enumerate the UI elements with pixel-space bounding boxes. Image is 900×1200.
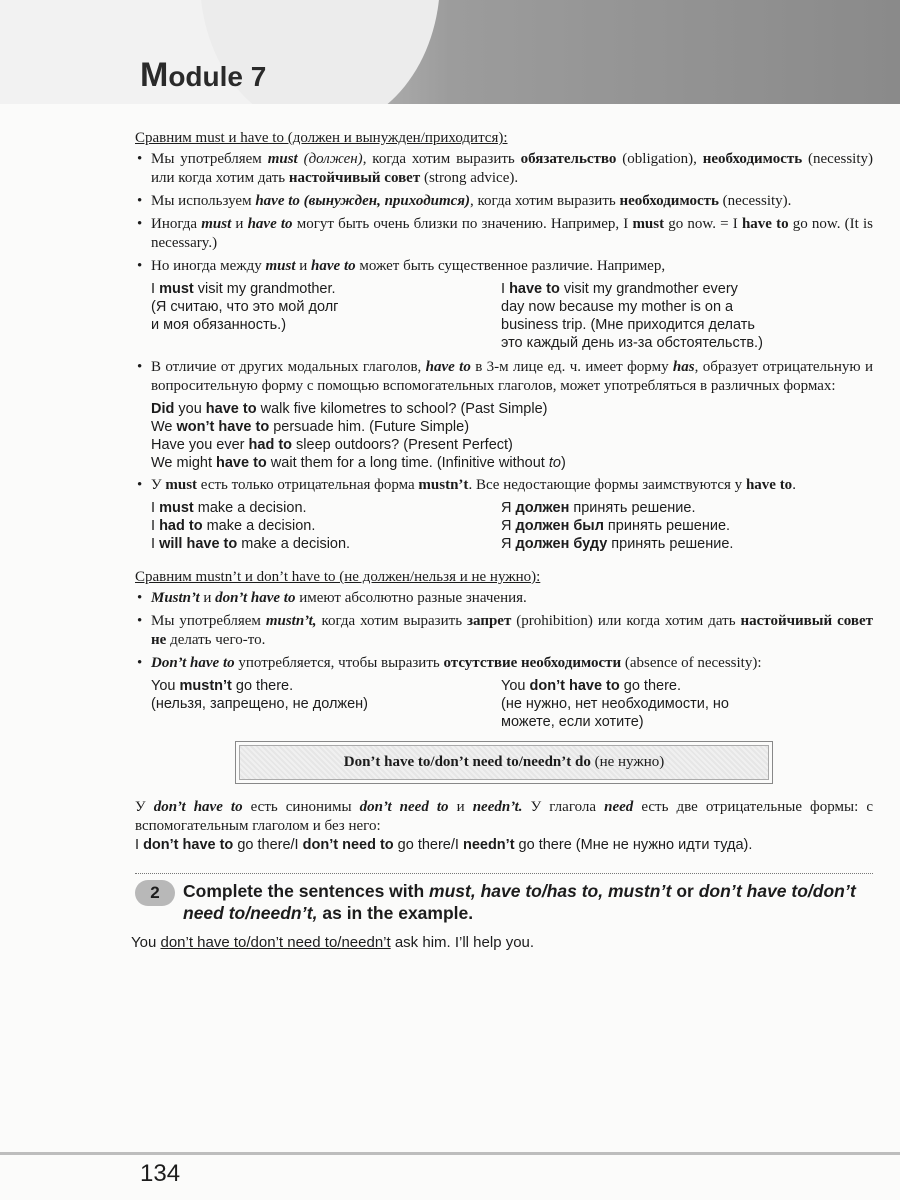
rule-box: Don’t have to/don’t need to/needn’t do (не нужно) bbox=[235, 741, 773, 784]
bullet-item: • Мы используем have to (вынужден, приходится), когда хотим выразить необходимость (necessity). bbox=[135, 192, 873, 211]
comparison-examples bbox=[135, 499, 873, 553]
page-number: 134 bbox=[140, 1160, 181, 1187]
section-title: Сравним must и have to (должен и вынужден/приходится): bbox=[135, 130, 508, 146]
example-line: Have you ever had to sleep outdoors? (Present Perfect) bbox=[151, 437, 513, 453]
module-title: Module 7 bbox=[140, 56, 267, 94]
example-line: Did you have to walk five kilometres to school? (Past Simple) bbox=[151, 401, 548, 417]
comparison-examples bbox=[135, 677, 873, 731]
bullet-item: • Мы употребляем mustn’t, когда хотим выразить запрет (prohibition) или когда хотим дать настойчивый совет не делать чего-то. bbox=[135, 612, 873, 650]
exercise-instructions: Complete the sentences with must, have to/has to, mustn’t or don’t have to/don’t need to/needn’t, as in the example. bbox=[183, 881, 856, 923]
footer-rule bbox=[0, 1152, 900, 1155]
example-column-right: Я должен принять решение. Я должен был принять решение. Я должен буду принять решение. bbox=[501, 500, 734, 552]
example-column-right: You don’t have to go there. (не нужно, нет необходимости, но можете, если хотите) bbox=[501, 678, 729, 730]
exercise-example: You don’t have to/don’t need to/needn’t ask him. I’ll help you. bbox=[131, 934, 535, 951]
example-line: We won’t have to persuade him. (Future Simple) bbox=[151, 419, 470, 435]
bullet-item: • Но иногда между must и have to может быть существенное различие. Например, bbox=[135, 257, 873, 276]
synonyms-example: I don’t have to go there/I don’t need to go there/I needn’t go there (Мне не нужно идти туда). bbox=[135, 837, 753, 853]
example-column-left: I must visit my grandmother. (Я считаю, что это мой долг и моя обязанность.) bbox=[151, 281, 339, 333]
exercise-number-badge: 2 bbox=[135, 880, 175, 906]
example-list bbox=[135, 400, 873, 472]
example-column-right: I have to visit my grandmother every day now because my mother is on a business trip. (Мне приходится делать это каждый день из-за обстоятельств.) bbox=[501, 281, 763, 351]
bullet-item: • Мы употребляем must (должен), когда хотим выразить обязательство (obligation), необходимость (necessity) или когда хотим дать настойчивый совет (strong advice). bbox=[135, 150, 873, 188]
bullet-item: • Иногда must и have to могут быть очень близки по значению. Например, I must go now. = I have to go now. (It is necessary.) bbox=[135, 215, 873, 253]
synonyms-paragraph: У don’t have to есть синонимы don’t need to и needn’t. У глагола need есть две отрицательные формы: с вспомогательным глаголом и без него: bbox=[135, 799, 873, 834]
example-column-left: You mustn’t go there. (нельзя, запрещено, не должен) bbox=[151, 678, 369, 712]
page-header bbox=[0, 0, 900, 104]
comparison-examples bbox=[135, 280, 873, 352]
bullet-item: • У must есть только отрицательная форма mustn’t. Все недостающие формы заимствуются у have to. bbox=[135, 476, 873, 495]
bullet-item: • Mustn’t и don’t have to имеют абсолютно разные значения. bbox=[135, 589, 873, 608]
section-title: Сравним mustn’t и don’t have to (не должен/нельзя и не нужно): bbox=[135, 569, 541, 585]
bullet-item: • Don’t have to употребляется, чтобы выразить отсутствие необходимости (absence of necessity): bbox=[135, 654, 873, 673]
example-column-left: I must make a decision. I had to make a decision. I will have to make a decision. bbox=[151, 500, 351, 552]
bullet-item: • В отличие от других модальных глаголов, have to в 3-м лице ед. ч. имеет форму has, образует отрицательную и вопросительную форму с помощью вспомогательных глаголов, может употребляться в различных формах: bbox=[135, 358, 873, 396]
example-line: We might have to wait them for a long time. (Infinitive without to) bbox=[151, 455, 566, 471]
page-content bbox=[131, 128, 873, 951]
exercise-heading bbox=[135, 873, 873, 924]
